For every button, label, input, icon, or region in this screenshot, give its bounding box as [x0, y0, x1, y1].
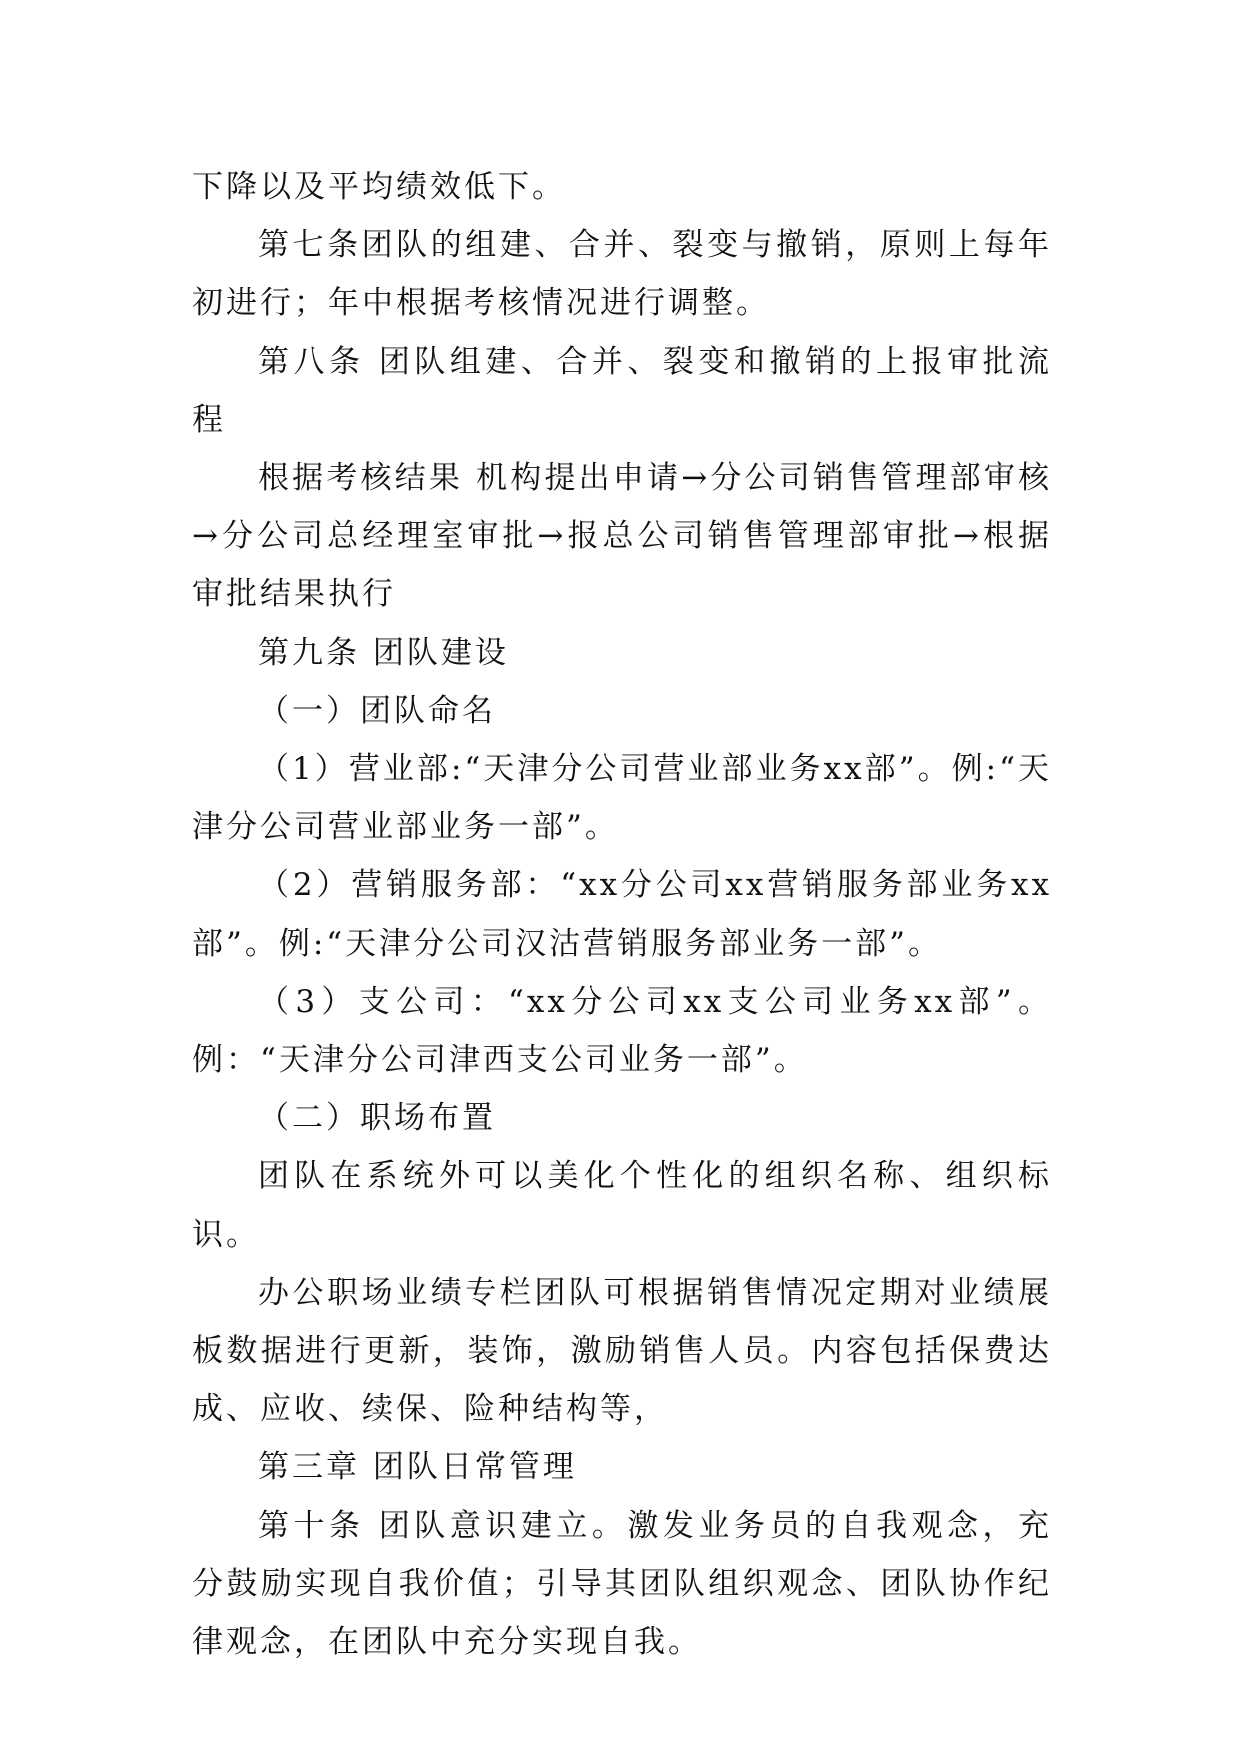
- paragraph-naming-sales-dept: （1）营业部:“天津分公司营业部业务xx部”。例:“天津分公司营业部业务一部”。: [192, 751, 1052, 846]
- paragraph-section-workplace-layout: （二）职场布置: [258, 1100, 496, 1137]
- paragraph-section-team-naming: （一）团队命名: [258, 692, 496, 729]
- paragraph-performance-board: 办公职场业绩专栏团队可根据销售情况定期对业绩展板数据进行更新，装饰，激励销售人员。内容包括保费达成、应收、续保、险种结构等，: [192, 1274, 1052, 1428]
- paragraph-naming-branch: （3）支公司：“xx分公司xx支公司业务xx部”。例：“天津分公司津西支公司业务一部”。: [192, 983, 1052, 1079]
- document-body: [192, 158, 1052, 1671]
- paragraph-article-7: 第七条团队的组建、合并、裂变与撤销，原则上每年初进行；年中根据考核情况进行调整。: [192, 227, 1052, 322]
- paragraph-article-10: 第十条 团队意识建立。激发业务员的自我观念，充分鼓励实现自我价值；引导其团队组织观念、团队协作纪律观念，在团队中充分实现自我。: [192, 1507, 1052, 1661]
- paragraph-article-8-heading: 第八条 团队组建、合并、裂变和撤销的上报审批流程: [192, 343, 1052, 438]
- paragraph-chapter-3-heading: 第三章 团队日常管理: [258, 1449, 577, 1486]
- paragraph-naming-marketing-dept: （2）营销服务部：“xx分公司xx营销服务部业务xx部”。例:“天津分公司汉沽营销服务部业务一部”。: [192, 867, 1052, 962]
- paragraph-approval-flow: 根据考核结果 机构提出申请→分公司销售管理部审核→分公司总经理室审批→报总公司销售管理部审批→根据审批结果执行: [192, 460, 1052, 613]
- paragraph-continuation: 下降以及平均绩效低下。: [192, 169, 566, 205]
- paragraph-team-identity: 团队在系统外可以美化个性化的组织名称、组织标识。: [192, 1158, 1052, 1253]
- paragraph-article-9-heading: 第九条 团队建设: [258, 634, 509, 671]
